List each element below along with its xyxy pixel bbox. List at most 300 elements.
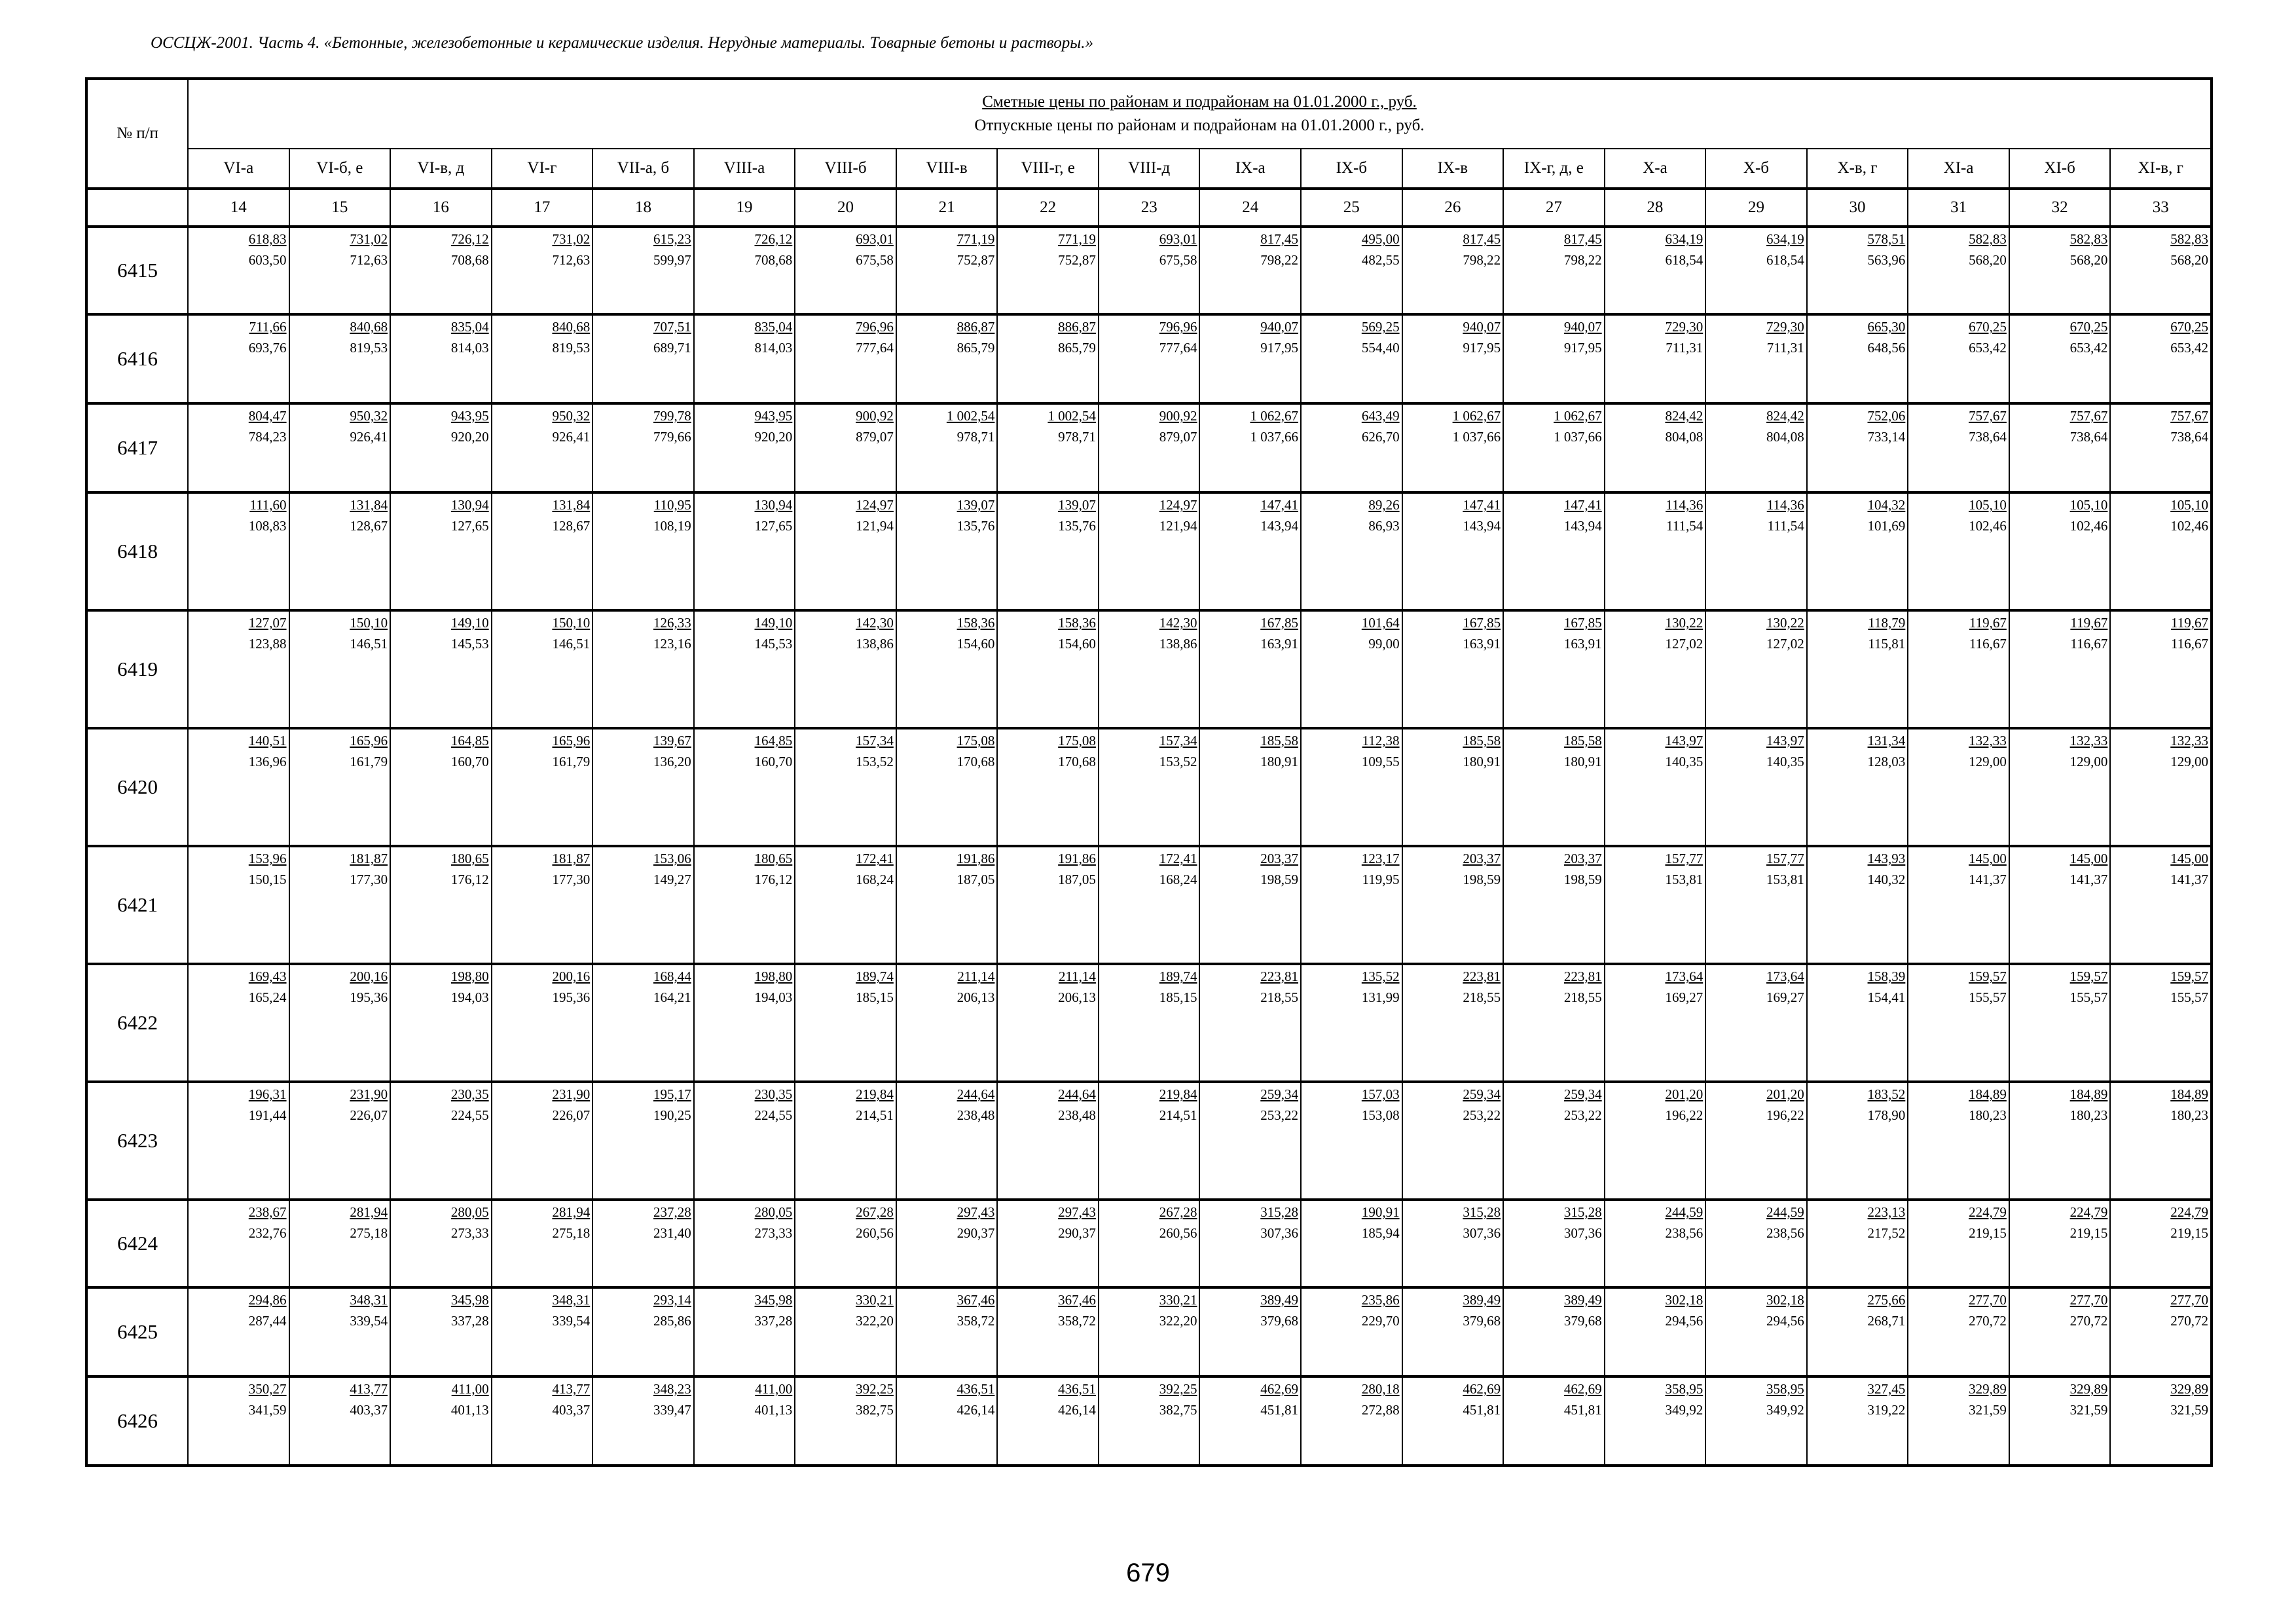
release-price: 155,57 xyxy=(2170,989,2208,1005)
price-cell xyxy=(1908,1082,2009,1200)
release-price: 339,47 xyxy=(653,1402,691,1418)
price-cell xyxy=(694,728,795,846)
price-cell xyxy=(390,846,492,964)
release-price: 219,15 xyxy=(1969,1225,2007,1241)
price-cell xyxy=(896,964,998,1082)
release-price: 153,52 xyxy=(1159,754,1197,769)
price-cell xyxy=(795,846,896,964)
estimated-price: 817,45 xyxy=(1260,231,1299,247)
price-cell xyxy=(1605,728,1706,846)
column-number-empty xyxy=(86,189,188,227)
estimated-price: 167,85 xyxy=(1463,615,1501,631)
region-header: VIII-г, е xyxy=(997,149,1099,189)
price-cell xyxy=(694,314,795,403)
price-cell xyxy=(492,403,593,492)
release-price: 224,55 xyxy=(450,1107,489,1123)
release-price: 307,36 xyxy=(1463,1225,1501,1241)
price-cell xyxy=(592,314,694,403)
price-cell xyxy=(492,227,593,314)
estimated-price: 118,79 xyxy=(1868,615,1906,631)
release-price: 618,54 xyxy=(1665,252,1704,268)
item-number: 6425 xyxy=(86,1287,188,1376)
estimated-price: 230,35 xyxy=(754,1086,793,1102)
release-price: 163,91 xyxy=(1563,636,1602,652)
price-cell xyxy=(188,1200,289,1287)
estimated-price: 201,20 xyxy=(1665,1086,1704,1102)
estimated-price: 147,41 xyxy=(1463,497,1501,513)
estimated-price: 123,17 xyxy=(1361,851,1400,866)
price-cell xyxy=(896,610,998,728)
price-cell xyxy=(1301,846,1402,964)
release-price: 127,02 xyxy=(1766,636,1804,652)
release-price: 403,37 xyxy=(552,1402,591,1418)
release-price: 135,76 xyxy=(957,518,995,534)
item-number: 6422 xyxy=(86,964,188,1082)
estimated-price: 345,98 xyxy=(754,1292,793,1308)
release-price: 482,55 xyxy=(1361,252,1400,268)
estimated-price: 167,85 xyxy=(1260,615,1299,631)
estimated-price: 143,97 xyxy=(1766,733,1804,748)
price-cell xyxy=(188,846,289,964)
release-price: 733,14 xyxy=(1867,429,1906,445)
release-price: 618,54 xyxy=(1766,252,1804,268)
price-cell xyxy=(1908,846,2009,964)
estimated-price: 345,98 xyxy=(450,1292,489,1308)
release-price: 339,54 xyxy=(552,1313,591,1329)
release-price: 168,24 xyxy=(856,872,894,887)
estimated-price: 198,80 xyxy=(754,969,793,984)
estimated-price: 183,52 xyxy=(1867,1086,1906,1102)
price-cell xyxy=(592,492,694,610)
estimated-price: 281,94 xyxy=(350,1204,388,1220)
estimated-price: 726,12 xyxy=(450,231,489,247)
price-cell xyxy=(289,1082,391,1200)
release-price: 322,20 xyxy=(856,1313,894,1329)
price-cell xyxy=(1199,964,1301,1082)
price-cell xyxy=(1402,314,1504,403)
price-cell xyxy=(492,492,593,610)
release-price: 155,57 xyxy=(1969,989,2007,1005)
estimated-price: 462,69 xyxy=(1260,1381,1299,1397)
estimated-price: 105,10 xyxy=(2170,497,2208,513)
estimated-price: 132,33 xyxy=(2170,733,2208,748)
release-price: 675,58 xyxy=(1159,252,1197,268)
estimated-price: 172,41 xyxy=(856,851,894,866)
price-cell xyxy=(795,403,896,492)
price-cell xyxy=(2110,610,2212,728)
estimated-price: 348,31 xyxy=(552,1292,591,1308)
estimated-price: 900,92 xyxy=(1159,408,1197,424)
price-cell xyxy=(1705,403,1807,492)
release-price: 321,59 xyxy=(2069,1402,2108,1418)
price-cell xyxy=(694,1376,795,1466)
estimated-price: 259,34 xyxy=(1563,1086,1602,1102)
estimated-price: 693,01 xyxy=(1159,231,1197,247)
estimated-price: 665,30 xyxy=(1867,319,1906,335)
estimated-price: 436,51 xyxy=(957,1381,995,1397)
estimated-price: 413,77 xyxy=(552,1381,591,1397)
release-price: 143,94 xyxy=(1463,518,1501,534)
price-cell xyxy=(1908,227,2009,314)
estimated-price: 143,97 xyxy=(1665,733,1704,748)
price-cell xyxy=(2110,846,2212,964)
release-price: 752,87 xyxy=(1058,252,1096,268)
price-cell xyxy=(390,964,492,1082)
release-price: 170,68 xyxy=(957,754,995,769)
release-price: 160,70 xyxy=(450,754,489,769)
estimated-price: 315,28 xyxy=(1463,1204,1501,1220)
price-cell xyxy=(997,314,1099,403)
estimated-price: 277,70 xyxy=(2170,1292,2208,1308)
release-price: 814,03 xyxy=(450,340,489,356)
release-price: 253,22 xyxy=(1260,1107,1299,1123)
release-price: 238,56 xyxy=(1665,1225,1704,1241)
page-number: 679 xyxy=(1126,1559,1170,1587)
estimated-price: 89,26 xyxy=(1368,497,1400,513)
region-header: IX-в xyxy=(1402,149,1504,189)
price-cell xyxy=(2009,1200,2111,1287)
release-price: 145,53 xyxy=(754,636,793,652)
estimated-price: 195,17 xyxy=(653,1086,691,1102)
estimated-price: 130,94 xyxy=(450,497,489,513)
release-price: 275,18 xyxy=(552,1225,591,1241)
estimated-price: 191,86 xyxy=(1058,851,1096,866)
release-price: 232,76 xyxy=(248,1225,287,1241)
price-cell xyxy=(1908,492,2009,610)
release-price: 382,75 xyxy=(1159,1402,1197,1418)
estimated-price: 145,00 xyxy=(1969,851,2007,866)
release-price: 382,75 xyxy=(856,1402,894,1418)
release-price: 187,05 xyxy=(1058,872,1096,887)
release-price: 214,51 xyxy=(1159,1107,1197,1123)
price-cell xyxy=(997,846,1099,964)
estimated-price: 392,25 xyxy=(1159,1381,1197,1397)
release-price: 185,94 xyxy=(1361,1225,1400,1241)
release-price: 294,56 xyxy=(1665,1313,1704,1329)
region-header: XI-б xyxy=(2009,149,2111,189)
release-price: 116,67 xyxy=(2070,636,2108,652)
estimated-price: 200,16 xyxy=(552,969,591,984)
price-cell xyxy=(1503,1287,1605,1376)
estimated-price: 294,86 xyxy=(248,1292,287,1308)
price-cell xyxy=(795,492,896,610)
price-cell xyxy=(896,1082,998,1200)
release-price: 111,54 xyxy=(1767,518,1804,534)
release-price: 403,37 xyxy=(350,1402,388,1418)
release-price: 978,71 xyxy=(1058,429,1096,445)
estimated-price: 731,02 xyxy=(552,231,591,247)
release-price: 253,22 xyxy=(1563,1107,1602,1123)
price-cell xyxy=(1503,492,1605,610)
estimated-price: 634,19 xyxy=(1665,231,1704,247)
estimated-price: 259,34 xyxy=(1463,1086,1501,1102)
price-cell xyxy=(1807,1376,1908,1466)
region-header: VIII-б xyxy=(795,149,896,189)
estimated-price: 142,30 xyxy=(856,615,894,631)
item-number: 6419 xyxy=(86,610,188,728)
price-cell xyxy=(2110,1200,2212,1287)
estimated-price: 886,87 xyxy=(957,319,995,335)
estimated-price: 757,67 xyxy=(2069,408,2108,424)
estimated-price: 180,65 xyxy=(754,851,793,866)
price-cell xyxy=(1503,1200,1605,1287)
estimated-price: 1 062,67 xyxy=(1250,408,1299,424)
estimated-price: 1 002,54 xyxy=(1048,408,1096,424)
price-cell xyxy=(694,1082,795,1200)
estimated-price: 119,67 xyxy=(2070,615,2108,631)
release-price: 358,72 xyxy=(957,1313,995,1329)
release-price: 804,08 xyxy=(1665,429,1704,445)
estimated-price: 219,84 xyxy=(856,1086,894,1102)
price-cell xyxy=(592,728,694,846)
release-price: 102,46 xyxy=(2170,518,2208,534)
price-cell xyxy=(390,1082,492,1200)
price-cell xyxy=(1402,403,1504,492)
price-cell xyxy=(1099,964,1200,1082)
release-price: 307,36 xyxy=(1563,1225,1602,1241)
release-price: 260,56 xyxy=(1159,1225,1197,1241)
price-cell xyxy=(1503,403,1605,492)
release-price: 154,60 xyxy=(1058,636,1096,652)
estimated-price: 943,95 xyxy=(450,408,489,424)
release-price: 176,12 xyxy=(450,872,489,887)
estimated-price: 950,32 xyxy=(350,408,388,424)
price-cell xyxy=(1705,1287,1807,1376)
estimated-price: 211,14 xyxy=(957,969,995,984)
estimated-price: 231,90 xyxy=(552,1086,591,1102)
release-price: 879,07 xyxy=(856,429,894,445)
release-price: 287,44 xyxy=(248,1313,287,1329)
price-cell xyxy=(592,610,694,728)
estimated-price: 124,97 xyxy=(1159,497,1197,513)
price-cell xyxy=(592,1376,694,1466)
release-price: 231,40 xyxy=(653,1225,691,1241)
price-cell xyxy=(2110,1082,2212,1200)
column-number: 21 xyxy=(896,189,998,227)
price-cell xyxy=(289,403,391,492)
price-cell xyxy=(1807,227,1908,314)
region-header: XI-в, г xyxy=(2110,149,2212,189)
release-price: 711,31 xyxy=(1666,340,1704,356)
estimated-price: 130,94 xyxy=(754,497,793,513)
estimated-price: 110,95 xyxy=(653,497,691,513)
estimated-price: 173,64 xyxy=(1766,969,1804,984)
price-cell xyxy=(1402,964,1504,1082)
estimated-price: 139,07 xyxy=(1058,497,1096,513)
price-cell xyxy=(1503,610,1605,728)
estimated-price: 392,25 xyxy=(856,1381,894,1397)
price-cell xyxy=(2009,610,2111,728)
estimated-price: 140,51 xyxy=(248,733,287,748)
estimated-price: 181,87 xyxy=(350,851,388,866)
release-price: 865,79 xyxy=(957,340,995,356)
release-price: 349,92 xyxy=(1665,1402,1704,1418)
estimated-price: 824,42 xyxy=(1665,408,1704,424)
price-cell xyxy=(390,610,492,728)
price-cell xyxy=(896,846,998,964)
estimated-price: 358,95 xyxy=(1766,1381,1804,1397)
region-header-row xyxy=(86,149,2212,189)
estimated-price: 348,31 xyxy=(350,1292,388,1308)
estimated-price: 582,83 xyxy=(1969,231,2007,247)
estimated-price: 277,70 xyxy=(2069,1292,2108,1308)
price-cell xyxy=(1099,227,1200,314)
price-cell xyxy=(188,492,289,610)
release-price: 136,20 xyxy=(653,754,691,769)
estimated-price: 729,30 xyxy=(1766,319,1804,335)
release-price: 136,96 xyxy=(248,754,287,769)
estimated-price: 157,03 xyxy=(1361,1086,1400,1102)
release-price: 154,41 xyxy=(1867,989,1906,1005)
release-price: 140,32 xyxy=(1867,872,1906,887)
price-cell xyxy=(1807,728,1908,846)
release-price: 198,59 xyxy=(1563,872,1602,887)
column-number: 20 xyxy=(795,189,896,227)
release-price: 169,27 xyxy=(1766,989,1804,1005)
table-row xyxy=(86,314,2212,403)
release-price: 920,20 xyxy=(754,429,793,445)
release-price: 426,14 xyxy=(1058,1402,1096,1418)
estimated-price: 203,37 xyxy=(1463,851,1501,866)
price-cell xyxy=(896,227,998,314)
estimated-price: 267,28 xyxy=(1159,1204,1197,1220)
estimated-price: 329,89 xyxy=(1969,1381,2007,1397)
estimated-price: 940,07 xyxy=(1463,319,1501,335)
price-cell xyxy=(1199,403,1301,492)
price-cell xyxy=(492,846,593,964)
region-header: VIII-д xyxy=(1099,149,1200,189)
price-cell xyxy=(1605,1287,1706,1376)
price-cell xyxy=(2110,964,2212,1082)
price-cell xyxy=(1807,1200,1908,1287)
release-price: 738,64 xyxy=(2170,429,2208,445)
release-price: 214,51 xyxy=(856,1107,894,1123)
release-price: 238,48 xyxy=(957,1107,995,1123)
estimated-price: 198,80 xyxy=(450,969,489,984)
price-cell xyxy=(1301,610,1402,728)
release-price: 180,91 xyxy=(1463,754,1501,769)
release-price: 270,72 xyxy=(1969,1313,2007,1329)
price-cell xyxy=(1705,846,1807,964)
release-price: 379,68 xyxy=(1563,1313,1602,1329)
price-cell xyxy=(1099,610,1200,728)
table-row xyxy=(86,728,2212,846)
price-cell xyxy=(2009,403,2111,492)
estimated-price: 200,16 xyxy=(350,969,388,984)
estimated-price: 158,39 xyxy=(1867,969,1906,984)
region-header: VI-а xyxy=(188,149,289,189)
price-cell xyxy=(492,728,593,846)
release-price: 294,56 xyxy=(1766,1313,1804,1329)
estimated-price: 726,12 xyxy=(754,231,793,247)
price-cell xyxy=(795,1200,896,1287)
table-title xyxy=(188,79,2212,149)
price-cell xyxy=(795,314,896,403)
estimated-price: 634,19 xyxy=(1766,231,1804,247)
item-number: 6423 xyxy=(86,1082,188,1200)
release-price: 206,13 xyxy=(957,989,995,1005)
estimated-price: 157,34 xyxy=(1159,733,1197,748)
estimated-price: 175,08 xyxy=(1058,733,1096,748)
column-number: 17 xyxy=(492,189,593,227)
estimated-price: 145,00 xyxy=(2069,851,2108,866)
release-price: 121,94 xyxy=(1159,518,1197,534)
price-cell xyxy=(188,227,289,314)
price-cell xyxy=(1807,846,1908,964)
release-price: 168,24 xyxy=(1159,872,1197,887)
price-cell xyxy=(1301,1082,1402,1200)
release-price: 185,15 xyxy=(856,989,894,1005)
price-cell xyxy=(390,314,492,403)
estimated-price: 796,96 xyxy=(1159,319,1197,335)
estimated-price: 293,14 xyxy=(653,1292,691,1308)
price-cell xyxy=(1402,1287,1504,1376)
estimated-price: 280,05 xyxy=(754,1204,793,1220)
estimated-price: 752,06 xyxy=(1867,408,1906,424)
price-cell xyxy=(896,403,998,492)
column-number: 18 xyxy=(592,189,694,227)
estimated-price: 158,36 xyxy=(957,615,995,631)
release-price: 653,42 xyxy=(2069,340,2108,356)
estimated-price: 244,59 xyxy=(1665,1204,1704,1220)
release-price: 322,20 xyxy=(1159,1313,1197,1329)
release-price: 229,70 xyxy=(1361,1313,1400,1329)
release-price: 689,71 xyxy=(653,340,691,356)
price-cell xyxy=(1503,728,1605,846)
release-price: 798,22 xyxy=(1563,252,1602,268)
release-price: 978,71 xyxy=(957,429,995,445)
release-price: 273,33 xyxy=(450,1225,489,1241)
price-cell xyxy=(1099,1082,1200,1200)
price-cell xyxy=(1199,846,1301,964)
price-cell xyxy=(390,492,492,610)
estimated-price: 731,02 xyxy=(350,231,388,247)
estimated-price: 119,67 xyxy=(2171,615,2208,631)
release-price: 180,23 xyxy=(1969,1107,2007,1123)
estimated-price: 411,00 xyxy=(451,1381,489,1397)
release-price: 138,86 xyxy=(1159,636,1197,652)
estimated-price: 840,68 xyxy=(350,319,388,335)
estimated-price: 143,93 xyxy=(1867,851,1906,866)
price-cell xyxy=(390,227,492,314)
release-price: 693,76 xyxy=(248,340,287,356)
release-price: 164,21 xyxy=(653,989,691,1005)
estimated-price: 275,66 xyxy=(1867,1292,1906,1308)
release-price: 198,59 xyxy=(1260,872,1299,887)
price-cell xyxy=(1605,1200,1706,1287)
estimated-price: 149,10 xyxy=(754,615,793,631)
price-cell xyxy=(492,610,593,728)
region-header: X-б xyxy=(1705,149,1807,189)
column-number-row xyxy=(86,189,2212,227)
price-cell xyxy=(1301,964,1402,1082)
release-price: 141,37 xyxy=(2170,872,2208,887)
release-price: 218,55 xyxy=(1563,989,1602,1005)
release-price: 568,20 xyxy=(2170,252,2208,268)
item-number: 6417 xyxy=(86,403,188,492)
table-row xyxy=(86,1082,2212,1200)
price-cell xyxy=(390,403,492,492)
price-cell xyxy=(694,610,795,728)
release-price: 260,56 xyxy=(856,1225,894,1241)
release-price: 149,27 xyxy=(653,872,691,887)
estimated-price: 223,13 xyxy=(1867,1204,1906,1220)
price-cell xyxy=(1402,728,1504,846)
estimated-price: 495,00 xyxy=(1361,231,1400,247)
release-price: 141,37 xyxy=(1969,872,2007,887)
price-cell xyxy=(1605,403,1706,492)
price-cell xyxy=(289,846,391,964)
